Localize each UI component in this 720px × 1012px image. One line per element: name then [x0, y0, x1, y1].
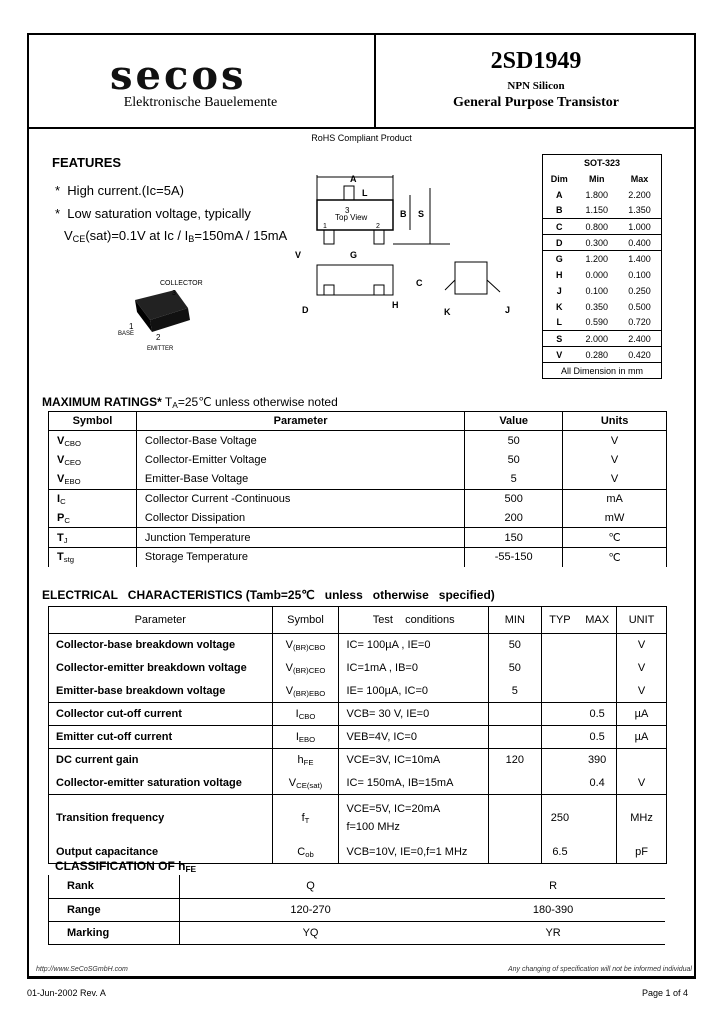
- svg-text:1: 1: [129, 322, 134, 331]
- table-row: [49, 508, 667, 527]
- table-cell: [541, 726, 578, 749]
- table-cell: 1.150: [585, 205, 609, 216]
- table-cell: IC=1mA , IB=0: [339, 657, 488, 680]
- table-cell: Collector-Emitter Voltage: [136, 450, 464, 469]
- table-cell: VCE=5V, IC=20mA f=100 MHz: [339, 795, 488, 841]
- table-cell: MHz: [617, 795, 667, 841]
- table-cell: Collector Dissipation: [136, 508, 464, 527]
- collector-label: COLLECTOR: [160, 280, 203, 287]
- svg-text:2: 2: [376, 223, 380, 230]
- feature-text: Low saturation voltage, typically: [67, 206, 251, 221]
- table-cell: ℃: [563, 528, 667, 547]
- table-cell: J: [556, 285, 562, 296]
- table-row: [543, 235, 662, 251]
- bullet: *: [55, 206, 61, 221]
- table-cell: Collector-emitter breakdown voltage: [49, 657, 273, 680]
- table-cell: 1.400: [618, 251, 661, 267]
- table-cell: 5: [488, 680, 541, 703]
- table-cell: 390: [578, 749, 616, 772]
- table-cell: 0.300: [576, 235, 619, 251]
- symbol-cell: $T_J$: [49, 528, 137, 547]
- table-cell: [488, 703, 541, 726]
- table-cell: 50: [488, 657, 541, 680]
- table-cell: Rank: [49, 875, 180, 898]
- symbol-cell: $V_{(BR)CBO}$: [272, 634, 339, 657]
- table-cell: Collector Current -Continuous: [136, 489, 464, 508]
- svg-text:3: 3: [345, 206, 350, 215]
- svg-text:Top View: Top View: [335, 213, 368, 222]
- table-cell: Emitter-base breakdown voltage: [49, 680, 273, 703]
- table-cell: 6.5: [541, 841, 578, 864]
- bullet: *: [55, 183, 61, 198]
- table-cell: VCE=3V, IC=10mA: [339, 749, 488, 772]
- table-cell: pF: [617, 841, 667, 864]
- table-cell: 0.350: [585, 301, 609, 312]
- svg-text:B: B: [400, 209, 407, 219]
- table-cell: [578, 634, 616, 657]
- table-cell: [541, 703, 578, 726]
- table-cell: [578, 680, 616, 703]
- table-cell: 50: [488, 634, 541, 657]
- svg-text:C: C: [416, 278, 423, 288]
- svg-text:D: D: [302, 305, 309, 315]
- dimension-table: SOT-323 Dim Min Max A 1.800 2.200 B 1.150 1.350 C 0.800 1.000 D 0.300 0.400 G 1.200 1.400 H 0.000 0.100 J 0.100 0.250 K 0.350 0.500 L 0.590 0.720 S 2.000 2.400 V 0.280 0.420 All Dimension in mm: [542, 154, 662, 379]
- table-cell: 200: [465, 508, 563, 527]
- symbol-cell: $f_T$: [272, 795, 339, 841]
- feature-vcesat: $V_{CE}(sat)=0.1V$ at $Ic / I_B=150mA / 15mA$: [64, 228, 288, 244]
- table-row: [543, 331, 662, 347]
- table-cell: 0.100: [628, 269, 651, 280]
- table-cell: 1.000: [618, 219, 661, 235]
- spec-notice: Any changing of specification will not be informed individual: [507, 966, 692, 973]
- transistor-type: NPN Silicon: [507, 80, 565, 92]
- svg-text:1: 1: [323, 223, 327, 230]
- symbol-cell: $V_{(BR)EBO}$: [272, 680, 339, 703]
- table-cell: mA: [563, 489, 667, 508]
- table-row: [49, 749, 667, 772]
- symbol-cell: $I_C$: [49, 489, 137, 508]
- table-cell: 0.400: [618, 235, 661, 251]
- rohs-note: RoHS Compliant Product: [311, 133, 412, 143]
- svg-text:3: 3: [172, 290, 176, 297]
- symbol-cell: $T_{stg}$: [49, 547, 137, 566]
- svg-text:K: K: [444, 307, 451, 317]
- table-cell: 0.100: [585, 285, 609, 296]
- part-number: 2SD1949: [490, 48, 582, 74]
- table-cell: 150: [465, 528, 563, 547]
- table-row: [49, 489, 667, 508]
- table-cell: 0.420: [618, 347, 661, 363]
- symbol-cell: $I_{CBO}$: [272, 703, 339, 726]
- table-cell: V: [617, 634, 667, 657]
- table-cell: 1.200: [576, 251, 619, 267]
- table-cell: S: [543, 331, 576, 347]
- table-cell: [541, 749, 578, 772]
- table-cell: V: [617, 680, 667, 703]
- table-row: [49, 431, 667, 450]
- table-cell: -55-150: [465, 547, 563, 566]
- table-cell: K: [556, 301, 563, 312]
- table-cell: IC= 150mA, IB=15mA: [339, 772, 488, 795]
- table-cell: V: [543, 347, 576, 363]
- svg-text:A: A: [350, 174, 357, 184]
- table-cell: C: [543, 219, 576, 235]
- table-row: [49, 680, 667, 703]
- table-row: [49, 726, 667, 749]
- table-cell: [541, 680, 578, 703]
- table-cell: 0.5: [578, 726, 616, 749]
- table-cell: Range: [49, 898, 180, 921]
- table-cell: VCB= 30 V, IE=0: [339, 703, 488, 726]
- table-cell: [578, 841, 616, 864]
- table-row: [49, 547, 667, 566]
- table-cell: V: [563, 470, 667, 489]
- svg-text:G: G: [350, 250, 358, 260]
- table-cell: YQ: [179, 922, 441, 945]
- table-cell: µA: [617, 703, 667, 726]
- table-cell: 500: [465, 489, 563, 508]
- table-cell: L: [556, 317, 562, 328]
- table-cell: A: [556, 189, 563, 200]
- symbol-cell: $V_{EBO}$: [49, 470, 137, 489]
- table-cell: IE= 100µA, IC=0: [339, 680, 488, 703]
- svg-text:V: V: [295, 250, 302, 260]
- hfe-classification-table: [48, 875, 665, 945]
- features-title: FEATURES: [52, 155, 122, 170]
- table-cell: 2.000: [576, 331, 619, 347]
- table-cell: 2.400: [618, 331, 661, 347]
- table-cell: V: [563, 450, 667, 469]
- svg-text:L: L: [362, 188, 368, 198]
- table-cell: V: [563, 431, 667, 450]
- table-cell: DC current gain: [49, 749, 273, 772]
- package-3d-illustration: [100, 270, 220, 360]
- electrical-characteristics-table: Parameter Symbol Test conditions MIN TYP MAX UNIT Collector-base breakdown voltage $V_{(BR)CBO}$ IC= 100µA , IE=0 50 V Collector-emitter breakdown voltage $V_{(BR)CEO}$ IC=1mA , IB=0 50 V Emitter-base breakdown voltage $V_{(BR)EBO}$ IE= 100µA, IC=0 5 V Collector cut-off current $I_{CBO}$ VCB= 30 V, IE=0 0.5 µA Emitter cut-off current $I_{EBO}$ VEB=4V, IC=0 0.5 µA DC current gain $h_{FE}$ VCE=3V, IC=10mA 120 390 Collector-emitter saturation voltage $V_{CE(sat)}$ IC= 150mA, IB=15mA 0.4 V Transition frequency $f_T$ VCE=5V, IC=20mA f=100 MHz 250 MHz Output capacitance $C_{ob}$ VCB=10V, IE=0,f=1 MHz 6.5 pF: [48, 606, 667, 864]
- table-cell: Output capacitance: [49, 841, 273, 864]
- table-cell: 0.800: [576, 219, 619, 235]
- package-dimension-drawing: [290, 170, 535, 330]
- symbol-cell: $V_{CE(sat)}$: [272, 772, 339, 795]
- table-cell: ℃: [563, 547, 667, 566]
- table-cell: mW: [563, 508, 667, 527]
- emitter-label: EMITTER: [147, 346, 174, 352]
- feature-item: [55, 183, 184, 198]
- table-cell: [541, 634, 578, 657]
- table-cell: [488, 795, 541, 841]
- table-cell: [488, 772, 541, 795]
- table-cell: 250: [541, 795, 578, 841]
- symbol-cell: $V_{CEO}$: [49, 450, 137, 469]
- table-row: [49, 875, 666, 898]
- table-cell: 0.500: [628, 301, 651, 312]
- base-label: BASE: [118, 331, 135, 337]
- table-cell: 0.590: [585, 317, 609, 328]
- table-cell: Q: [179, 875, 441, 898]
- table-cell: G: [543, 251, 576, 267]
- table-cell: [541, 657, 578, 680]
- table-cell: IC= 100µA , IE=0: [339, 634, 488, 657]
- table-row: [49, 795, 667, 841]
- table-cell: V: [617, 772, 667, 795]
- revision-date: 01-Jun-2002 Rev. A: [27, 988, 106, 998]
- table-row: [543, 347, 662, 363]
- table-row: [49, 450, 667, 469]
- symbol-cell: $C_{ob}$: [272, 841, 339, 864]
- table-cell: Collector-Base Voltage: [136, 431, 464, 450]
- table-cell: 180-390: [441, 898, 665, 921]
- table-cell: 120: [488, 749, 541, 772]
- table-row: [49, 634, 667, 657]
- table-row: [49, 922, 666, 945]
- table-cell: [488, 841, 541, 864]
- company-tagline: Elektronische Bauelemente: [123, 95, 278, 110]
- table-cell: 1.800: [585, 189, 609, 200]
- symbol-cell: $h_{FE}$: [272, 749, 339, 772]
- table-cell: H: [556, 269, 563, 280]
- table-cell: 50: [465, 450, 563, 469]
- table-row: [543, 203, 662, 219]
- table-cell: 0.000: [585, 269, 609, 280]
- table-cell: [578, 795, 616, 841]
- table-cell: Collector cut-off current: [49, 703, 273, 726]
- table-cell: Collector-emitter saturation voltage: [49, 772, 273, 795]
- table-row: [49, 657, 667, 680]
- page-number: Page 1 of 4: [641, 988, 688, 998]
- svg-text:H: H: [392, 300, 399, 310]
- secos-logo: secos: [110, 52, 247, 99]
- table-cell: Storage Temperature: [136, 547, 464, 566]
- table-row: [543, 267, 662, 283]
- table-row: [543, 219, 662, 235]
- table-row: [49, 528, 667, 547]
- table-cell: R: [441, 875, 665, 898]
- symbol-cell: $I_{EBO}$: [272, 726, 339, 749]
- table-cell: 5: [465, 470, 563, 489]
- table-cell: [578, 657, 616, 680]
- svg-text:J: J: [505, 305, 511, 315]
- table-cell: [488, 726, 541, 749]
- feature-text: High current.(Ic=5A): [67, 183, 184, 198]
- table-row: [543, 299, 662, 315]
- table-row: [49, 772, 667, 795]
- max-ratings-table: Symbol Parameter Value Units $V_{CBO}$ Collector-Base Voltage 50 V $V_{CEO}$ Collector-Emitter Voltage 50 V $V_{EBO}$ Emitter-Base Voltage 5 V $I_C$ Collector Current -Continuous 500 mA $P_C$ Collector Dissipation 200 mW $T_J$ Junction Temperature 150 ℃ $T_{stg}$ Storage Temperature -55-150 ℃: [48, 411, 667, 567]
- table-row: [543, 187, 662, 203]
- divider: [27, 127, 696, 129]
- table-row: [49, 703, 667, 726]
- table-cell: Marking: [49, 922, 180, 945]
- symbol-cell: $V_{CBO}$: [49, 431, 137, 450]
- table-cell: 0.280: [576, 347, 619, 363]
- table-cell: 0.5: [578, 703, 616, 726]
- table-cell: 1.350: [628, 205, 651, 216]
- website-link[interactable]: http://www.SeCoSGmbH.com: [36, 966, 128, 973]
- table-cell: [541, 772, 578, 795]
- table-cell: V: [617, 657, 667, 680]
- table-cell: Emitter cut-off current: [49, 726, 273, 749]
- table-cell: 120-270: [179, 898, 441, 921]
- table-cell: VCB=10V, IE=0,f=1 MHz: [339, 841, 488, 864]
- table-cell: 2.200: [628, 189, 651, 200]
- table-cell: YR: [441, 922, 665, 945]
- part-description: General Purpose Transistor: [453, 95, 619, 110]
- table-cell: 0.4: [589, 776, 605, 789]
- symbol-cell: $P_C$: [49, 508, 137, 527]
- table-row: [49, 470, 667, 489]
- table-cell: 50: [465, 431, 563, 450]
- table-cell: µA: [617, 726, 667, 749]
- table-row: [49, 898, 666, 921]
- table-cell: VEB=4V, IC=0: [339, 726, 488, 749]
- svg-text:2: 2: [156, 333, 161, 342]
- electrical-heading: ELECTRICAL CHARACTERISTICS (Tamb=25℃ unless otherwise specified): [42, 588, 495, 602]
- table-cell: Junction Temperature: [136, 528, 464, 547]
- table-cell: D: [543, 235, 576, 251]
- table-cell: 0.250: [628, 285, 651, 296]
- table-cell: 0.720: [628, 317, 651, 328]
- svg-text:S: S: [418, 209, 425, 219]
- table-cell: [617, 749, 667, 772]
- table-row: [543, 315, 662, 331]
- table-row: [543, 251, 662, 267]
- classification-heading: CLASSIFICATION OF $h_{FE}$: [55, 859, 197, 874]
- table-row: [543, 283, 662, 299]
- feature-item: [55, 206, 251, 221]
- table-cell: Emitter-Base Voltage: [136, 470, 464, 489]
- table-cell: Collector-base breakdown voltage: [49, 634, 273, 657]
- table-cell: B: [556, 205, 563, 216]
- max-ratings-heading: MAXIMUM RATINGS* $T_A=25℃$ unless otherwise noted: [42, 395, 338, 410]
- table-cell: Transition frequency: [49, 795, 273, 841]
- symbol-cell: $V_{(BR)CEO}$: [272, 657, 339, 680]
